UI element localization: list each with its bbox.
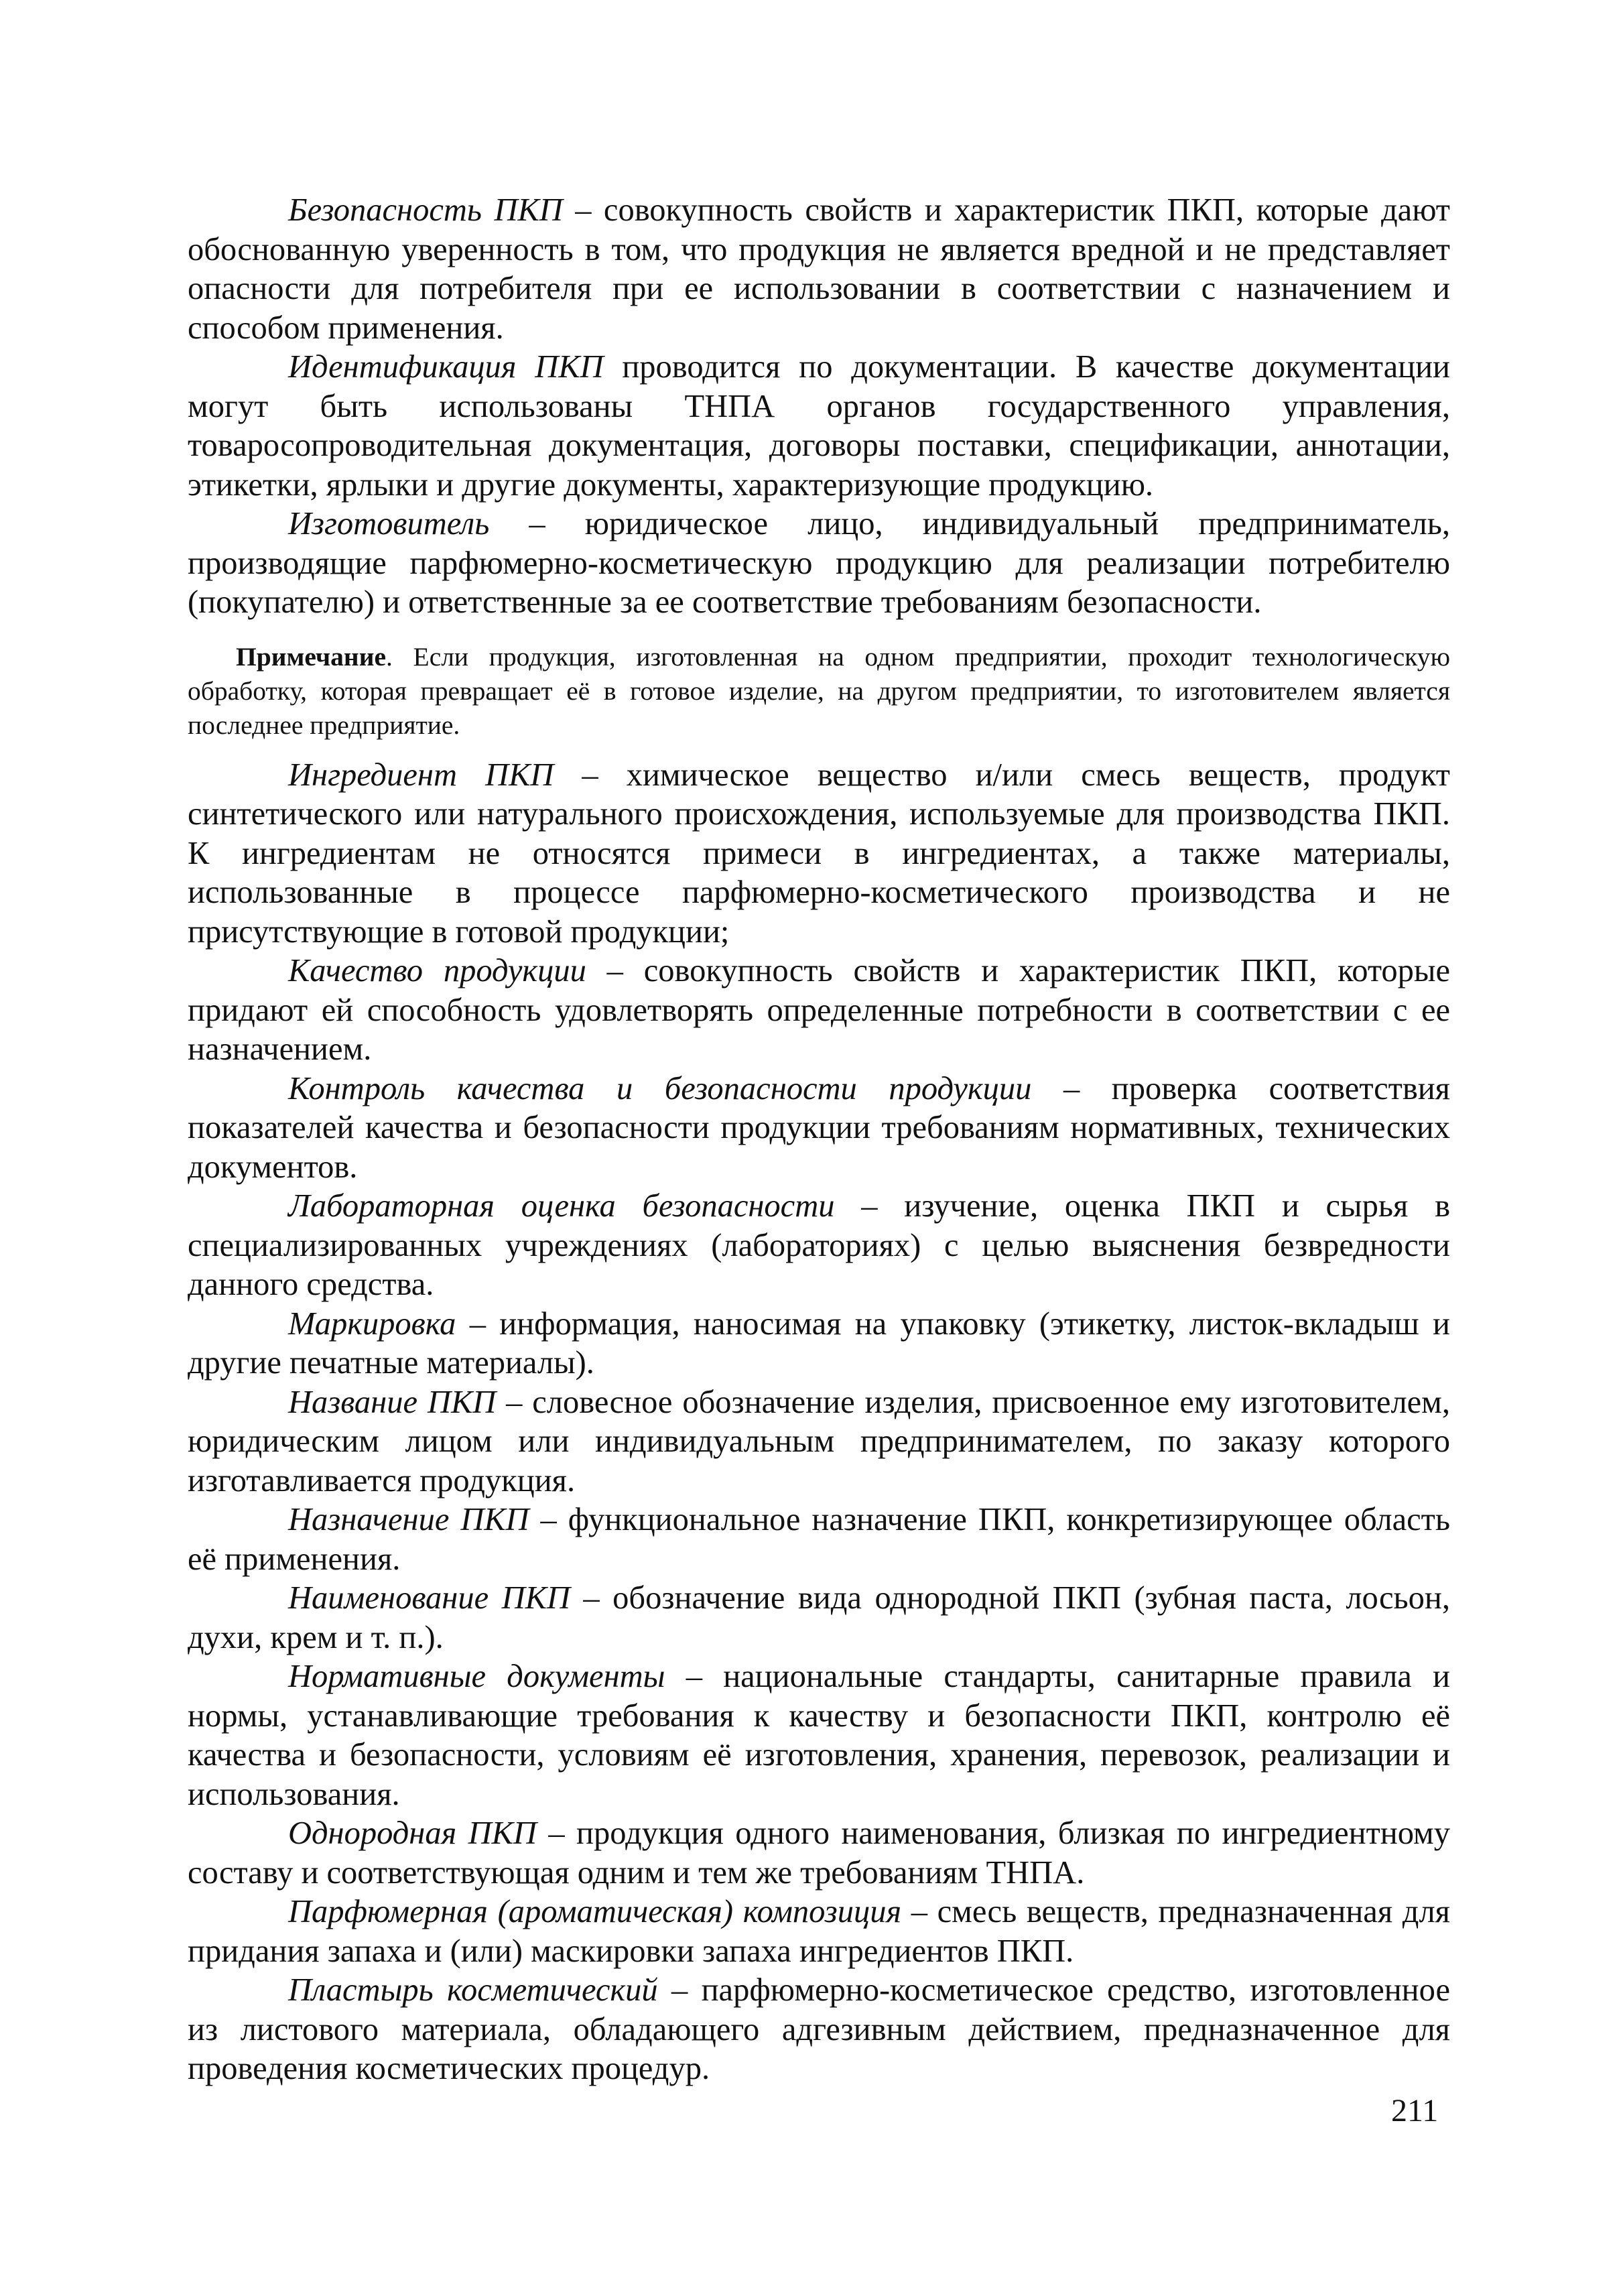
note-text: . Если продукция, изготовленная на одном предприятии, проходит технологическую обработку, которая превращает её в готовое изделие, на другом предприятии, то изготовителем является последнее предприятие. [188,641,1450,740]
definition-term: Изготовитель [288,506,490,541]
definition-term: Название ПКП [288,1384,497,1420]
definition-paragraph [188,1657,1450,1814]
definition-paragraph [188,191,1450,348]
definition-paragraph [188,1501,1450,1579]
definition-term: Качество продукции [288,953,586,988]
definition-paragraph [188,348,1450,505]
page-number: 211 [1391,2093,1439,2128]
definition-text: – информация, наносимая на упаковку (этикетку, листок-вкладыш и другие печатные материалы). [188,1305,1450,1381]
definition-paragraph [188,505,1450,623]
definition-text: – национальные стандарты, санитарные правила и нормы, устанавливающие требования к качеству и безопасности ПКП, контролю её качества и безопасности, условиям её изготовления, хранения, перевозок, реализации и использования. [188,1659,1450,1812]
definition-term: Маркировка [288,1305,456,1342]
definition-text: – парфюмерно-косметическое средство, изготовленное из листового материала, обладающего адгезивным действием, предназначенное для проведения косметических процедур. [188,1972,1451,2086]
definition-text: – обозначение вида однородной ПКП (зубная паста, лосьон, духи, крем и т. п.). [188,1580,1450,1655]
note-label: Примечание [236,641,386,672]
definition-paragraph [188,1383,1450,1501]
note-paragraph [188,640,1450,743]
definition-term: Ингредиент ПКП [288,757,554,793]
definition-term: Однородная ПКП [288,1815,537,1851]
definition-text: – продукция одного наименования, близкая по ингредиентному составу и соответствующая одним и тем же требованиям ТНПА. [188,1815,1450,1891]
definition-paragraph [188,952,1450,1070]
definition-term: Пластырь косметический [288,1972,658,2008]
definition-term: Безопасность ПКП [288,192,563,228]
definition-text: – смесь веществ, предназначенная для придания запаха и (или) маскировки запаха ингредиентов ПКП. [188,1894,1450,1969]
definition-paragraph [188,1305,1450,1383]
definition-paragraph [188,1814,1450,1893]
definition-text: – функциональное назначение ПКП, конкретизирующее область её применения. [188,1502,1450,1577]
definition-text: – словесное обозначение изделия, присвоенное ему изготовителем, юридическим лицом или индивидуальным предпринимателем, по заказу которого изготавливается продукция. [188,1384,1450,1498]
definition-paragraph [188,1187,1450,1305]
definition-paragraph [188,756,1450,952]
definition-text: – химическое вещество и/или смесь веществ, продукт синтетического или натурального происхождения, используемые для производства ПКП. К ингредиентам не относятся примеси в ингредиентах, а также материалы, использованные в процессе парфюмерно-косметического производства и не присутствующие в готовой продукции; [188,757,1451,950]
definition-paragraph [188,1971,1450,2089]
definition-text: – изучение, оценка ПКП и сырья в специализированных учреждениях (лабораториях) с целью выяснения безвредности данного средства. [188,1188,1450,1302]
definition-term: Наименование ПКП [288,1580,570,1616]
definition-text: – совокупность свойств и характеристик ПКП, которые дают обоснованную уверенность в том, что продукция не является вредной и не представляет опасности для потребителя при ее использовании в соответствии с назначением и способом применения. [188,192,1450,346]
definition-term: Идентификация ПКП [288,349,604,385]
definition-term: Парфюмерная (ароматическая) композиция [288,1894,902,1929]
definition-text: – юридическое лицо, индивидуальный предприниматель, производящие парфюмерно-косметическую продукцию для реализации потребителю (покупателю) и ответственные за ее соответствие требованиям безопасности. [188,506,1450,620]
definition-text: – проверка соответствия показателей качества и безопасности продукции требованиям нормативных, технических документов. [188,1070,1450,1185]
definition-paragraph [188,1579,1450,1657]
definition-paragraph [188,1893,1450,1971]
definition-term: Назначение ПКП [288,1502,529,1537]
definition-text: проводится по документации. В качестве документации могут быть использованы ТНПА органов государственного управления, товаросопроводительная документация, договоры поставки, спецификации, аннотации, этикетки, ярлыки и другие документы, характеризующие продукцию. [188,349,1451,503]
definition-term: Лабораторная оценка безопасности [288,1188,835,1224]
definition-text: – совокупность свойств и характеристик ПКП, которые придают ей способность удовлетворять определенные потребности в соответствии с ее назначением. [188,953,1450,1067]
definition-term: Контроль качества и безопасности продукции [288,1070,1032,1106]
definition-term: Нормативные документы [288,1659,665,1694]
document-page [188,191,1450,2089]
definition-paragraph [188,1070,1450,1188]
